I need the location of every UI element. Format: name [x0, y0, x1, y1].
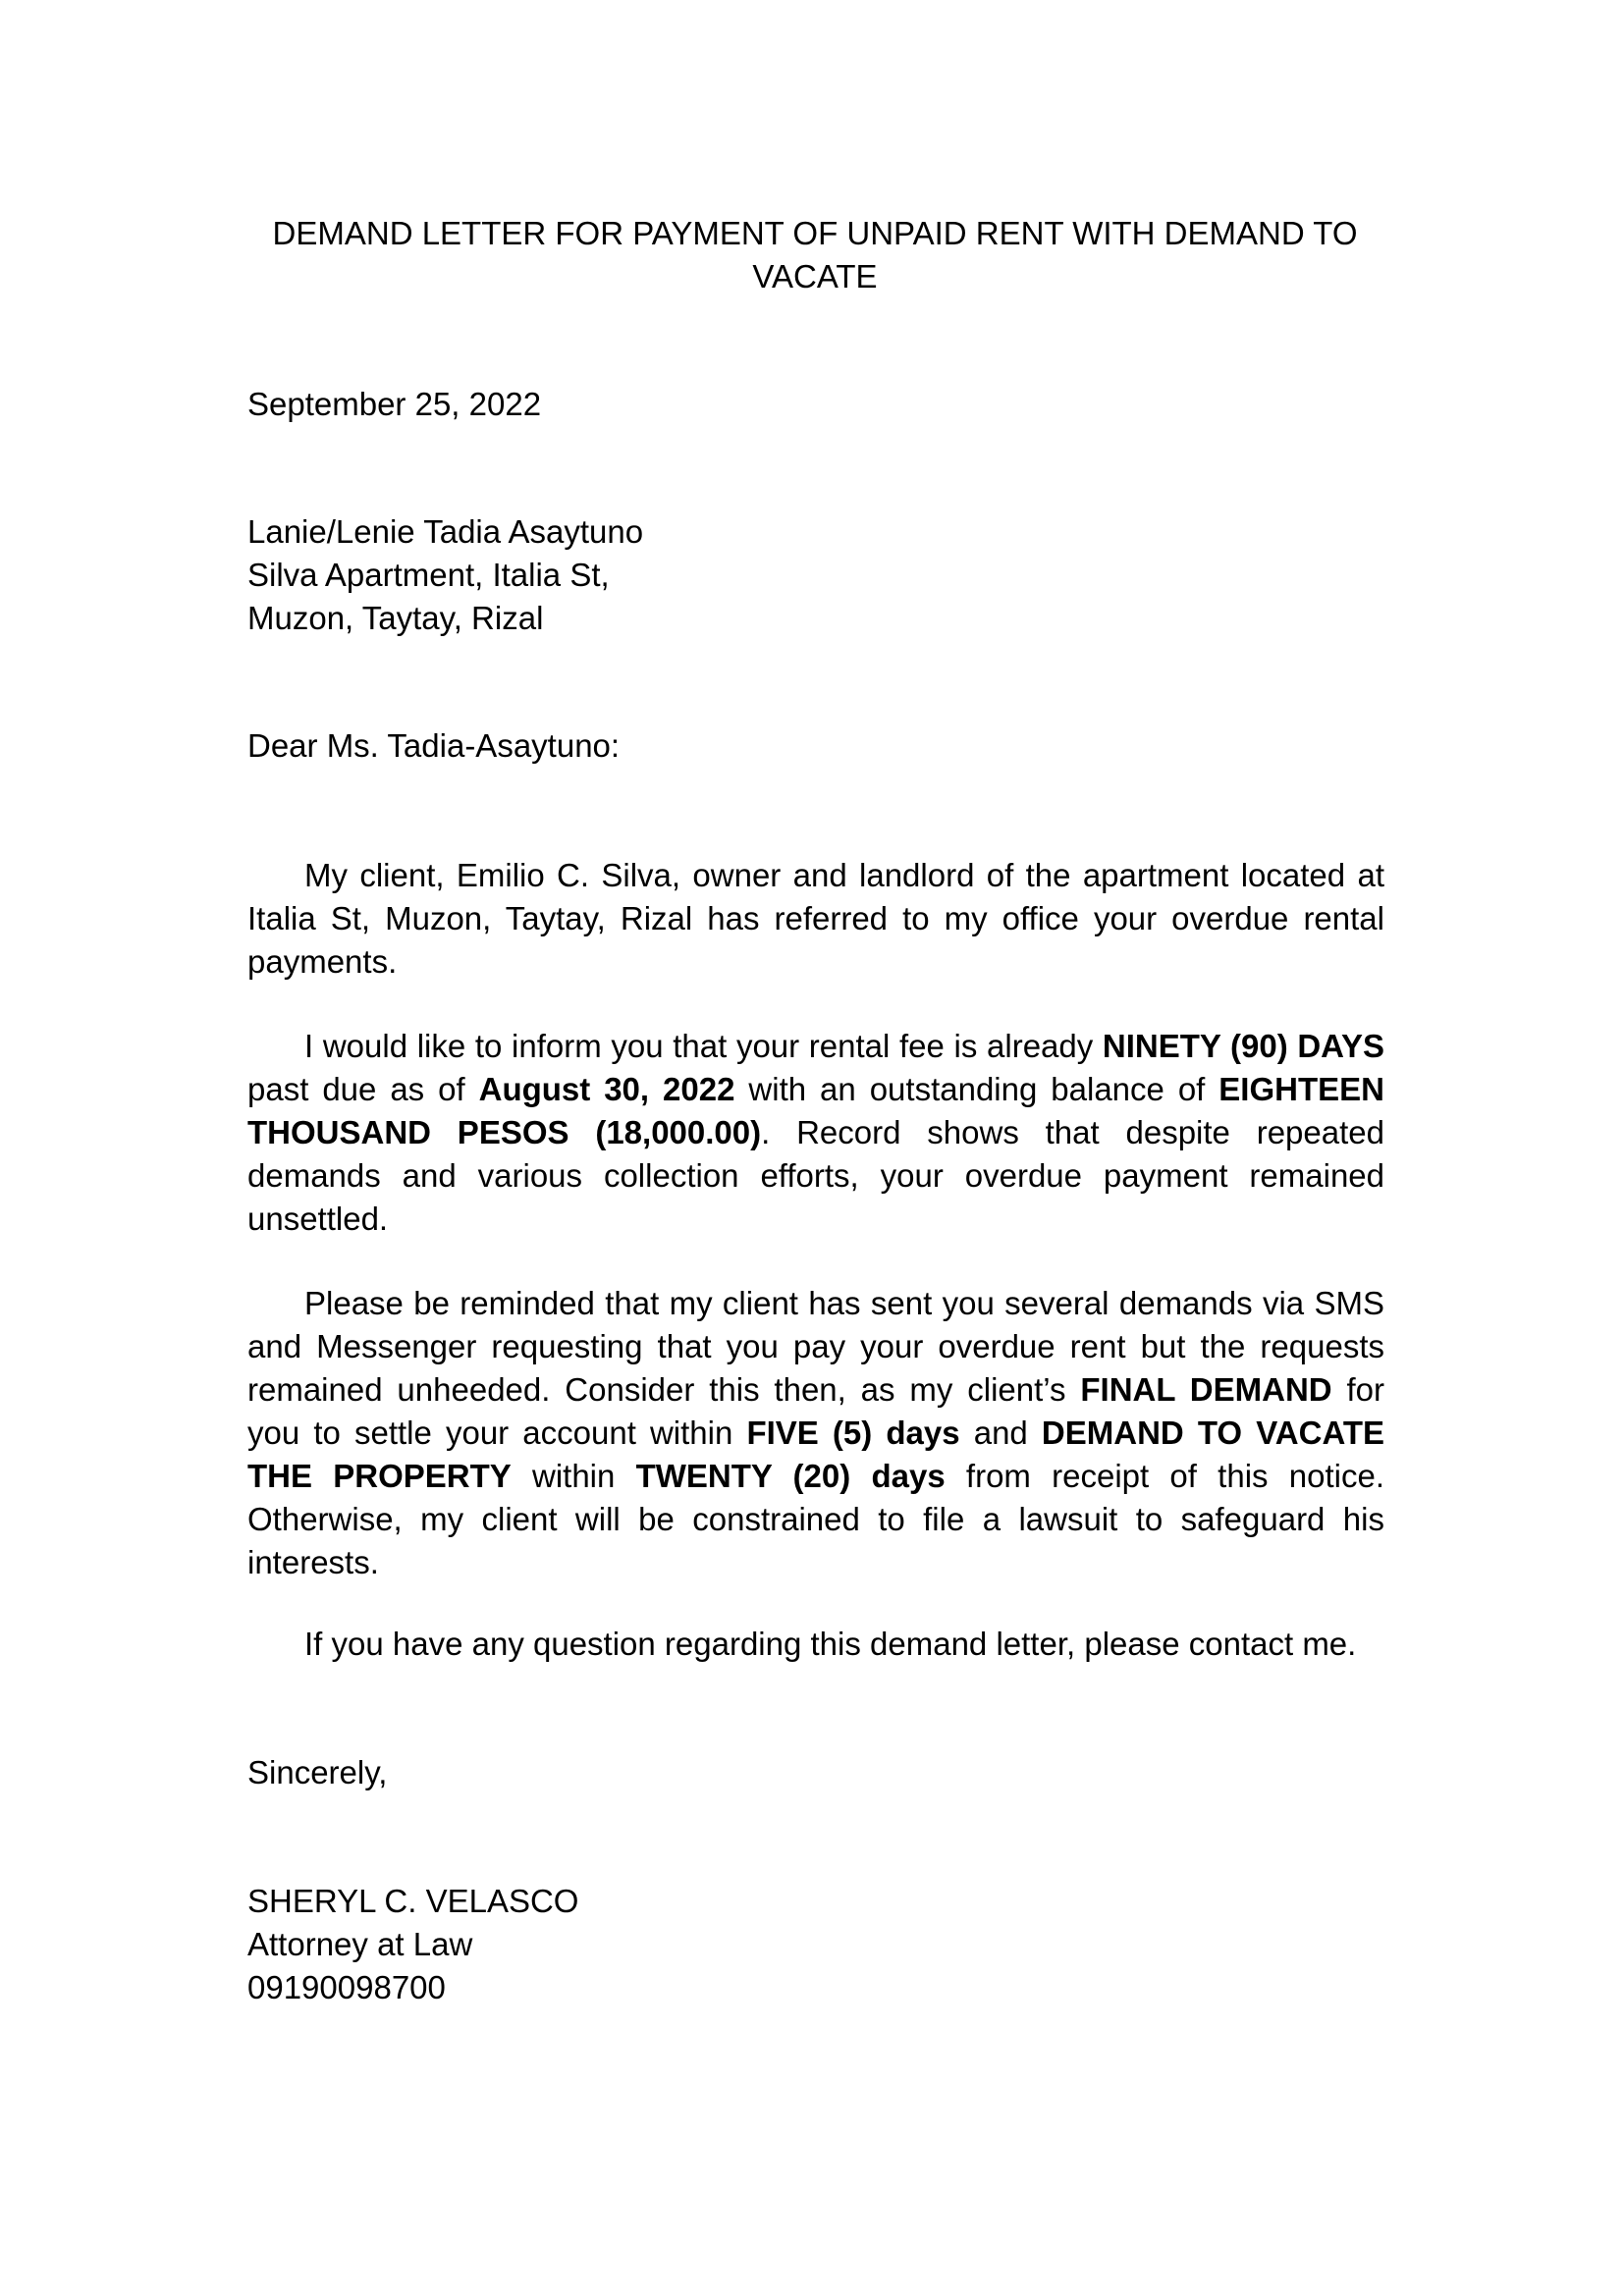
signatory-name: SHERYL C. VELASCO — [247, 1883, 579, 1919]
paragraph-2-text-2: past due as of — [247, 1071, 479, 1107]
body-paragraph-1 — [247, 854, 1384, 984]
body-paragraph-3 — [247, 1282, 1384, 1584]
recipient-address-line2: Muzon, Taytay, Rizal — [247, 600, 544, 636]
letter-title: DEMAND LETTER FOR PAYMENT OF UNPAID RENT WITH DEMAND TO VACATE — [272, 215, 1358, 294]
paragraph-2-text-3: with an outstanding balance of — [734, 1071, 1219, 1107]
paragraph-3-text-1: Please be reminded that my client has sent you several demands via SMS and Messenger requesting that you pay your overdue rent but the requests remained unheeded. Consider this then, as my client’s — [247, 1285, 1384, 1408]
paragraph-3-text-3: and — [959, 1415, 1042, 1451]
recipient-address-block — [247, 510, 1384, 640]
paragraph-3-text-5: from receipt of this notice. Otherwise, my client will be constrained to file a lawsuit to safeguard his interests. — [247, 1458, 1384, 1580]
paragraph-2-text-4: . Record shows that despite repeated demands and various collection efforts, your overdue payment remained unsettled. — [247, 1114, 1384, 1237]
outstanding-balance: EIGHTEEN THOUSAND PESOS (18,000.00) — [247, 1071, 1384, 1150]
paragraph-1-text: My client, Emilio C. Silva, owner and landlord of the apartment located at Italia St, Muzon, Taytay, Rizal has referred to my office your overdue rental payments. — [247, 857, 1384, 980]
salutation: Dear Ms. Tadia-Asaytuno: — [247, 727, 621, 764]
body-paragraph-2 — [247, 1025, 1384, 1241]
overdue-period: NINETY (90) DAYS — [1102, 1028, 1384, 1064]
due-date: August 30, 2022 — [478, 1071, 735, 1107]
final-demand: FINAL DEMAND — [1080, 1371, 1332, 1408]
demand-to-vacate: DEMAND TO VACATE THE PROPERTY — [247, 1415, 1384, 1494]
body-paragraph-4 — [247, 1623, 1384, 1666]
vacate-period: TWENTY (20) days — [635, 1458, 946, 1494]
paragraph-4-text: If you have any question regarding this demand letter, please contact me. — [304, 1626, 1357, 1662]
settlement-period: FIVE (5) days — [746, 1415, 960, 1451]
paragraph-3-text-4: within — [511, 1458, 636, 1494]
recipient-address-line1: Silva Apartment, Italia St, — [247, 557, 610, 593]
signature-block — [247, 1880, 1384, 2009]
paragraph-2-text-1: I would like to inform you that your rental fee is already — [304, 1028, 1103, 1064]
closing: Sincerely, — [247, 1754, 388, 1790]
paragraph-3-text-2: for you to settle your account within — [247, 1371, 1384, 1451]
recipient-name: Lanie/Lenie Tadia Asaytuno — [247, 513, 644, 550]
signatory-phone: 09190098700 — [247, 1969, 446, 2005]
signatory-title: Attorney at Law — [247, 1926, 473, 1962]
letter-date: September 25, 2022 — [247, 386, 542, 422]
